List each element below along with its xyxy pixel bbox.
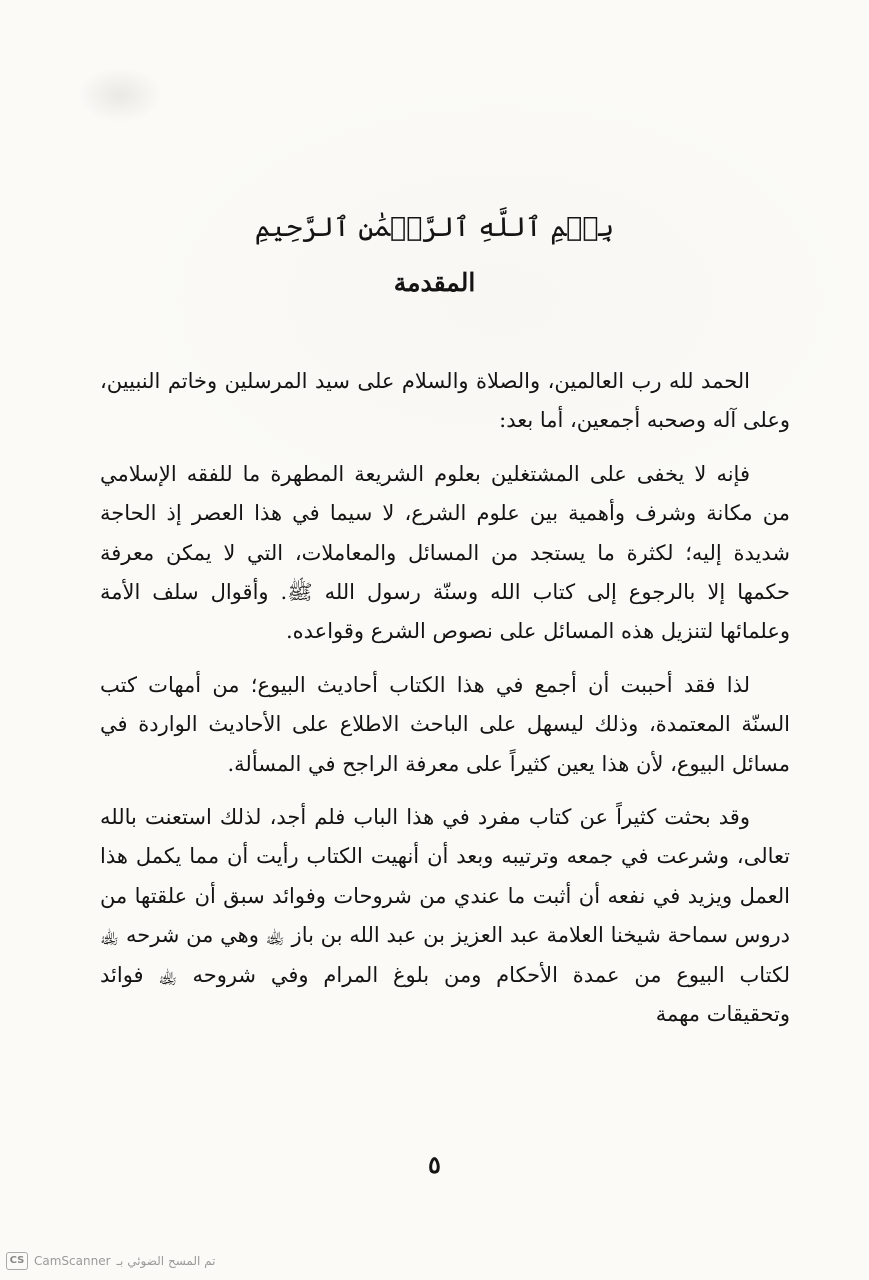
- paragraph-4: وقد بحثت كثيراً عن كتاب مفرد في هذا الباب فلم أجد، لذلك استعنت بالله تعالى، وشرعت في جمعه وترتيبه وبعد أن أنهيت الكتاب رأيت أن مما يكمل هذا العمل ويزيد في نفعه أن أثبت ما عندي من شروحات وفوائد سبق أن علقتها من دروس سماحة شيخنا العلامة عبد العزيز بن عبد الله بن باز ﵀ وهي من شرحه ﵀ لكتاب البيوع من عمدة الأحكام ومن بلوغ المرام وفي شروحه ﵀ فوائد وتحقيقات مهمة: [100, 805, 790, 1027]
- camscanner-logo-icon: CS: [6, 1252, 28, 1270]
- basmala-heading: بِسۡمِ ٱللَّهِ ٱلرَّحۡمَٰنِ ٱلرَّحِيمِ: [254, 212, 615, 243]
- scanner-label: CamScanner: [34, 1254, 111, 1268]
- scanner-prefix: تم المسح الضوئي بـ: [116, 1254, 216, 1268]
- paragraph-1: الحمد لله رب العالمين، والصلاة والسلام على سيد المرسلين وخاتم النبيين، وعلى آله وصحبه أجمعين، أما بعد:: [100, 369, 790, 433]
- page-number: ٥: [428, 1150, 441, 1179]
- page-title: المقدمة: [393, 268, 476, 297]
- paragraph-2: فإنه لا يخفى على المشتغلين بعلوم الشريعة المطهرة ما للفقه الإسلامي من مكانة وشرف وأهمية بين علوم الشرع، لا سيما في هذا العصر إذ الحاجة شديدة إليه؛ لكثرة ما يستجد من المسائل والمعاملات، التي لا يمكن معرفة حكمها إلا بالرجوع إلى كتاب الله وسنّة رسول الله ﷺ. وأقوال سلف الأمة وعلمائها لتنزيل هذه المسائل على نصوص الشرع وقواعده.: [100, 461, 790, 644]
- scanner-watermark: [6, 1252, 215, 1270]
- paragraph-3: لذا فقد أحببت أن أجمع في هذا الكتاب أحاديث البيوع؛ من أمهات كتب السنّة المعتمدة، وذلك ليسهل على الباحث الاطلاع على الأحاديث الواردة في مسائل البيوع، لأن هذا يعين كثيراً على معرفة الراجح في المسألة.: [100, 672, 790, 776]
- body-text: [100, 362, 790, 1049]
